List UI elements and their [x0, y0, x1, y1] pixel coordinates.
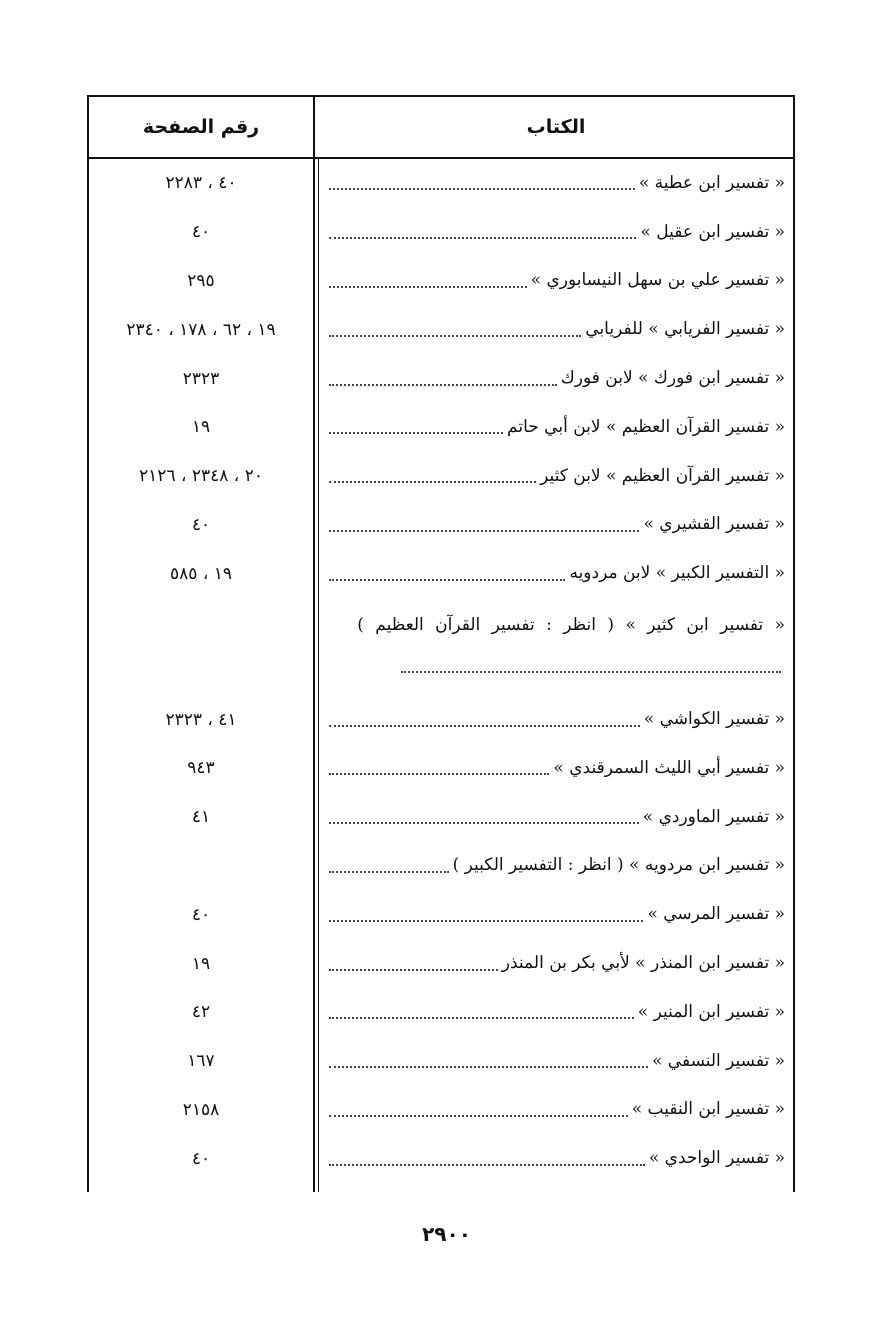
- page-refs: ٤١: [191, 807, 211, 828]
- page-refs: ٤٠ ، ٢٢٨٣: [165, 173, 237, 194]
- book-title: « تفسير ابن المنذر » لأبي بكر بن المنذر: [501, 953, 785, 974]
- leader-dots: [329, 188, 635, 190]
- page-number: ٢٩٠٠: [422, 1222, 471, 1246]
- table-row: [89, 1134, 793, 1183]
- table-row: [89, 452, 793, 501]
- table-row: [89, 549, 793, 598]
- leader-dots: [329, 432, 503, 434]
- table-row: [89, 695, 793, 744]
- table-row: [89, 1086, 793, 1135]
- book-title: « تفسير المرسي »: [647, 904, 785, 925]
- book-title: « تفسير الفريابي » للفريابي: [585, 319, 785, 340]
- leader-dots: [329, 579, 565, 581]
- page-refs: ٤٠: [191, 514, 211, 535]
- leader-dots: [329, 773, 549, 775]
- table-row: [89, 988, 793, 1037]
- page-refs: ٢٣٢٣: [182, 368, 220, 389]
- page-refs: ٤١ ، ٢٣٢٣: [165, 709, 237, 730]
- book-title: « تفسير القشيري »: [643, 514, 785, 535]
- leader-dots: [329, 530, 639, 532]
- page-refs: ٤٠: [191, 1148, 211, 1169]
- table-row: [89, 842, 793, 891]
- book-title: « تفسير ابن كثير » ( انظر : تفسير القرآن العظيم ): [357, 615, 785, 636]
- table-row: [89, 939, 793, 988]
- book-title: « تفسير ابن مردويه » ( انظر : التفسير الكبير ): [452, 855, 785, 876]
- header-book: الكتاب: [526, 116, 586, 138]
- book-title: « تفسير القرآن العظيم » لابن كثير: [540, 465, 785, 486]
- book-title: « تفسير الواحدي »: [648, 1148, 785, 1169]
- table-row: [89, 744, 793, 793]
- page-refs: ٩٤٣: [187, 758, 215, 779]
- table-row: [89, 305, 793, 354]
- page-refs: ١٩ ، ٥٨٥: [170, 563, 232, 584]
- table-row: [89, 159, 793, 208]
- page-refs: ٢٠ ، ٢٣٤٨ ، ٢١٢٦: [139, 466, 263, 487]
- page-refs: [89, 842, 313, 891]
- book-title: « تفسير ابن عطية »: [638, 172, 785, 193]
- leader-dots: [401, 671, 781, 673]
- book-title: « تفسير الكواشي »: [643, 709, 785, 730]
- leader-dots: [329, 286, 527, 288]
- table-body: [89, 159, 793, 1183]
- leader-dots: [329, 384, 557, 386]
- leader-dots: [329, 969, 498, 971]
- page-refs: ١٦٧: [187, 1051, 215, 1072]
- page-refs: ١٩ ، ٦٢ ، ١٧٨ ، ٢٣٤٠: [126, 319, 276, 340]
- book-title: « تفسير ابن المنير »: [637, 1001, 785, 1022]
- leader-dots: [329, 335, 581, 337]
- book-title: « تفسير ابن فورك » لابن فورك: [560, 368, 785, 389]
- book-title: « تفسير ابن النقيب »: [631, 1099, 785, 1120]
- leader-dots: [329, 1164, 645, 1166]
- leader-dots: [329, 1017, 634, 1019]
- book-title: « تفسير أبي الليث السمرقندي »: [553, 757, 785, 778]
- book-title: « تفسير الماوردي »: [642, 806, 785, 827]
- page-refs: ٤٠: [191, 904, 211, 925]
- leader-dots: [329, 725, 640, 727]
- leader-dots: [329, 1115, 628, 1117]
- leader-dots: [329, 822, 639, 824]
- table-row: [89, 598, 793, 695]
- table-row: [89, 793, 793, 842]
- page-refs: [89, 598, 313, 695]
- book-title: « تفسير ابن عقيل »: [640, 221, 785, 242]
- table-row: [89, 354, 793, 403]
- page-refs: ٢١٥٨: [182, 1099, 220, 1120]
- book-title: « التفسير الكبير » لابن مردويه: [569, 563, 785, 584]
- book-title: « تفسير النسفي »: [652, 1050, 785, 1071]
- page-refs: ٢٩٥: [187, 270, 215, 291]
- page-refs: ١٩: [191, 953, 211, 974]
- page-refs: ٤٠: [191, 222, 211, 243]
- leader-dots: [329, 237, 636, 239]
- table-row: [89, 890, 793, 939]
- table-row: [89, 501, 793, 550]
- page-refs: ٤٢: [191, 1002, 211, 1023]
- header-page-number: رقم الصفحة: [142, 116, 260, 138]
- index-table: [87, 95, 795, 1192]
- table-row: [89, 403, 793, 452]
- leader-dots: [329, 920, 643, 922]
- leader-dots: [329, 1066, 648, 1068]
- leader-dots: [329, 481, 536, 483]
- table-row: [89, 208, 793, 257]
- book-title: « تفسير القرآن العظيم » لابن أبي حاتم: [507, 416, 785, 437]
- table-row: [89, 257, 793, 306]
- book-title: « تفسير علي بن سهل النيسابوري »: [530, 270, 785, 291]
- table-row: [89, 1037, 793, 1086]
- leader-dots: [329, 871, 449, 873]
- page-refs: ١٩: [191, 417, 211, 438]
